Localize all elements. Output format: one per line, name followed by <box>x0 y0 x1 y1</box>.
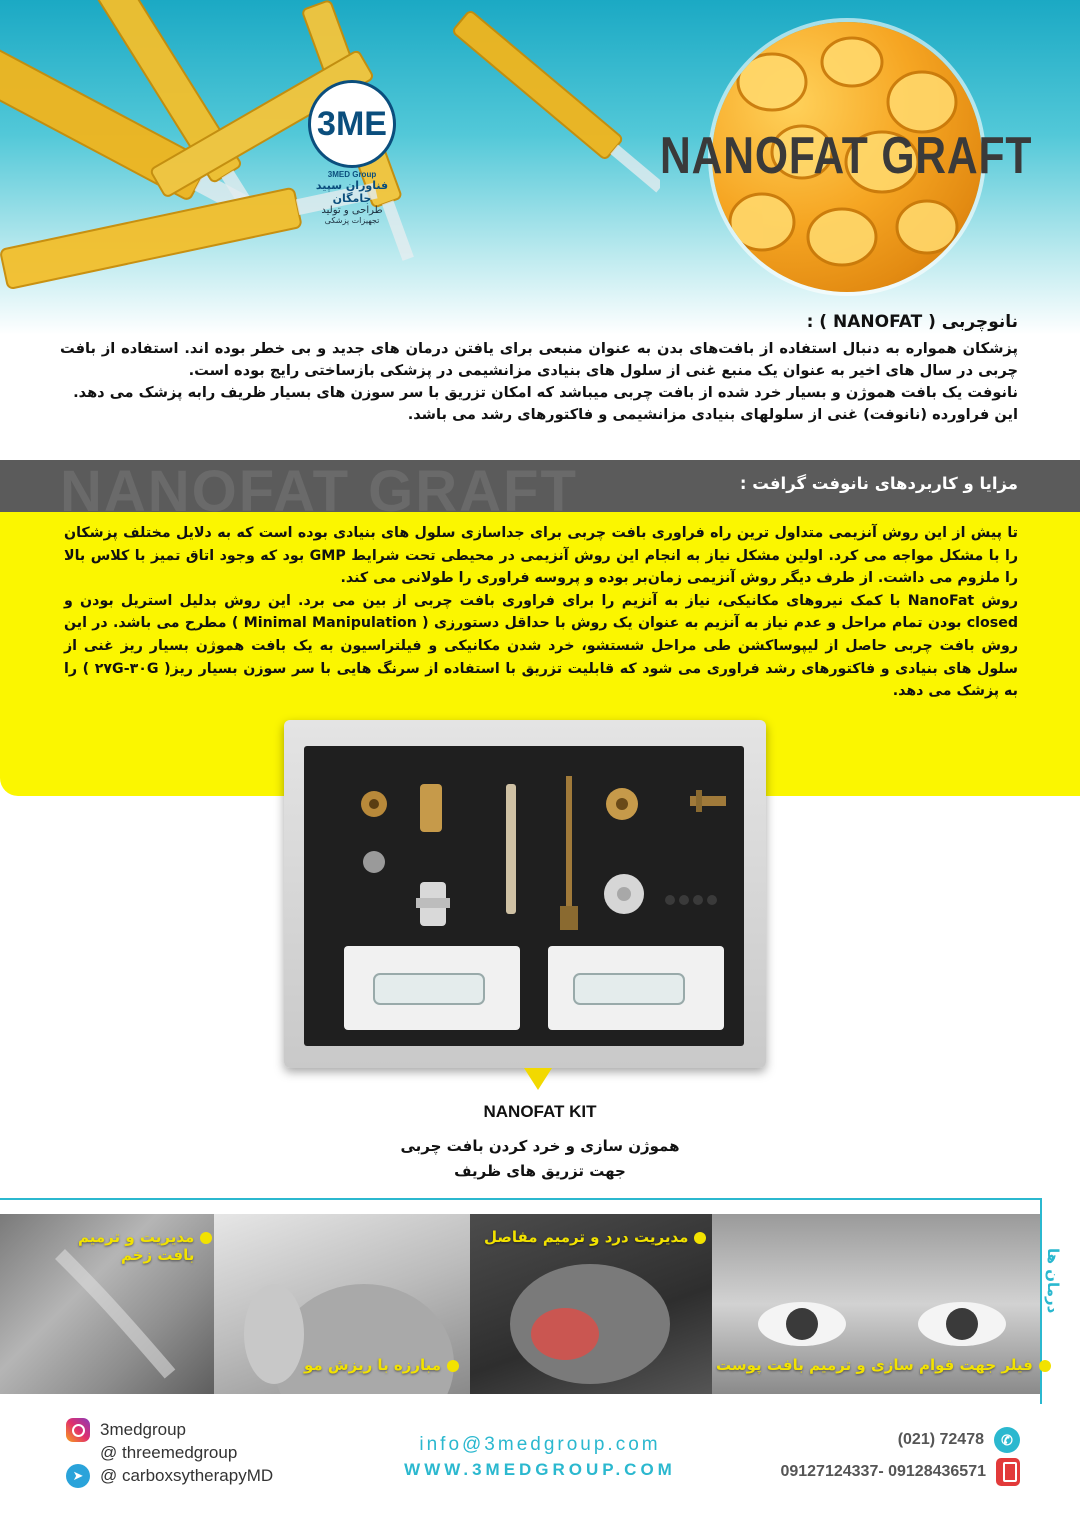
kit-desc-line-2: جهت تزریق های ظریف <box>454 1162 626 1180</box>
mobile-row[interactable] <box>730 1456 1020 1488</box>
bullet-dot-icon <box>200 1232 212 1244</box>
kit-title: NANOFAT KIT <box>483 1102 597 1121</box>
benefits-text <box>64 522 1018 703</box>
mobile-numbers[interactable]: 09127124337- 09128436571 <box>780 1463 986 1480</box>
social-handle[interactable]: @ threemedgroup <box>100 1443 238 1462</box>
instagram-row[interactable] <box>66 1418 273 1441</box>
header-banner <box>0 0 1080 335</box>
intro-paragraph-1: پزشکان همواره به دنبال استفاده از بافت‌های بدن به عنوان منبعی برای یافتن درمان های جدید و بی خطر بوده اند. استفاده از بافت چربی در سال های اخیر به عنوان یک منبع غنی از سلول های بنیادی مزانشیمی در پزشکی بازساختی رایج بوده است. <box>60 340 1018 379</box>
logo-mark: 3ME <box>308 80 396 168</box>
phone-number[interactable]: (021) 72478 <box>897 1431 984 1448</box>
benefits-paragraph-2: روش NanoFat با کمک نیروهای مکانیکی، نیاز به آنزیم را برای فراوری بافت چربی از بین می برد. این روش بدلیل استریل بودن و closed بودن تمام مراحل و عدم نیاز به آنزیم به عنوان یک روش با حداقل دستورزی ( Minimal Manipulation ) مطرح می باشد. در این روش بافت چربی حاصل از لیپوساکشن طی مراحل شستشو، خرد شدن مکانیکی و فیلتراسیون به یک بافت هموژن بسیار ریز غنی از سلول های بنیادی و فاکتورهای رشد فراوری می شود که قابلیت تزریق با استفاده از سرنگ هایی با سر سوزن بسیار ریز( ۲۷G-۳۰G ) را به پزشک می دهد. <box>64 592 1018 700</box>
kit-desc-line-1: هموژن سازی و خرد کردن بافت چربی <box>400 1137 680 1155</box>
phone-row[interactable] <box>730 1424 1020 1456</box>
website-link[interactable]: WWW.3MEDGROUP.COM <box>404 1460 676 1479</box>
logo-group-name: 3MED Group <box>327 170 377 179</box>
benefits-paragraph-1: تا پیش از این روش آنزیمی متداول ترین راه فراوری بافت چربی برای جداسازی سلول های بنیادی بوده است که به دلایل مختلف پزشکان را با مشکل مواجه می کرد. اولین مشکل نیاز به انجام این روش آنزیمی در محیطی تحت شرایط GMP بود که وجود اتاق تمیز با کلاس بالا را ملزوم می داشت. از طرف دیگر روش آنزیمی زمان‌بر بوده و پروسه فراوری را طولانی می کند. <box>64 525 1018 587</box>
treatment-label-joint: مدیریت درد و ترمیم مفاصل <box>484 1228 706 1246</box>
frame-top-line <box>0 1198 1042 1200</box>
bullet-dot-icon <box>447 1360 459 1372</box>
treatment-label-skin: فیلر جهت قوام سازی و ترمیم بافت پوست <box>716 1356 1051 1374</box>
company-logo <box>296 80 408 225</box>
intro-paragraph-2: نانوفت یک بافت هموژن و بسیار خرد شده از بافت چربی میباشد که امکان تزریق با سر سوزن های بسیار ظریف رابه پزشک می دهد. <box>73 384 1018 401</box>
bullet-dot-icon <box>694 1232 706 1244</box>
intro-section <box>60 312 1018 426</box>
bar-watermark: NANOFAT GRAFT <box>60 460 578 512</box>
page-title: NANOFAT GRAFT <box>660 127 1033 185</box>
telegram-icon: ➤ <box>66 1464 90 1488</box>
email-link[interactable]: info@3medgroup.com <box>419 1434 661 1455</box>
kit-description <box>340 1134 740 1184</box>
instagram-handle[interactable]: 3medgroup <box>100 1420 187 1439</box>
intro-heading: نانوچربی ( NANOFAT ) : <box>806 312 1018 332</box>
treatment-label-wound: مدیریت و ترمیم بافت زخم <box>78 1228 212 1264</box>
treatments-vertical-label: درمان ها <box>1044 1248 1062 1314</box>
benefits-heading: مزایا و کاربردهای نانوفت گرافت : <box>739 474 1018 493</box>
mobile-icon <box>996 1458 1020 1486</box>
kit-components-illustration <box>304 746 744 1046</box>
telegram-handle[interactable]: @ carboxsytherapyMD <box>100 1466 274 1485</box>
benefits-header-bar <box>0 460 1080 512</box>
instagram-icon <box>66 1418 90 1442</box>
logo-name-fa: فناوران سپید جامگان <box>315 179 389 205</box>
telegram-row[interactable] <box>66 1464 273 1487</box>
treatment-label-hair: مبارزه با ریزش مو <box>304 1356 459 1374</box>
intro-paragraph-3: این فراورده (نانوفت) غنی از سلولهای بنیادی مزانشیمی و فاکتورهای رشد می باشد. <box>407 406 1018 423</box>
web-contact <box>380 1434 700 1480</box>
nanofat-kit-photo <box>284 720 766 1068</box>
pointer-arrow-icon <box>524 1068 552 1090</box>
phone-icon: ✆ <box>994 1427 1020 1453</box>
logo-sub-fa: تجهیزات پزشکی <box>324 216 380 225</box>
phone-contact <box>730 1424 1020 1488</box>
social-links <box>66 1418 273 1487</box>
logo-tagline-fa: طراحی و تولید <box>321 205 383 216</box>
handle-row[interactable] <box>66 1441 273 1464</box>
